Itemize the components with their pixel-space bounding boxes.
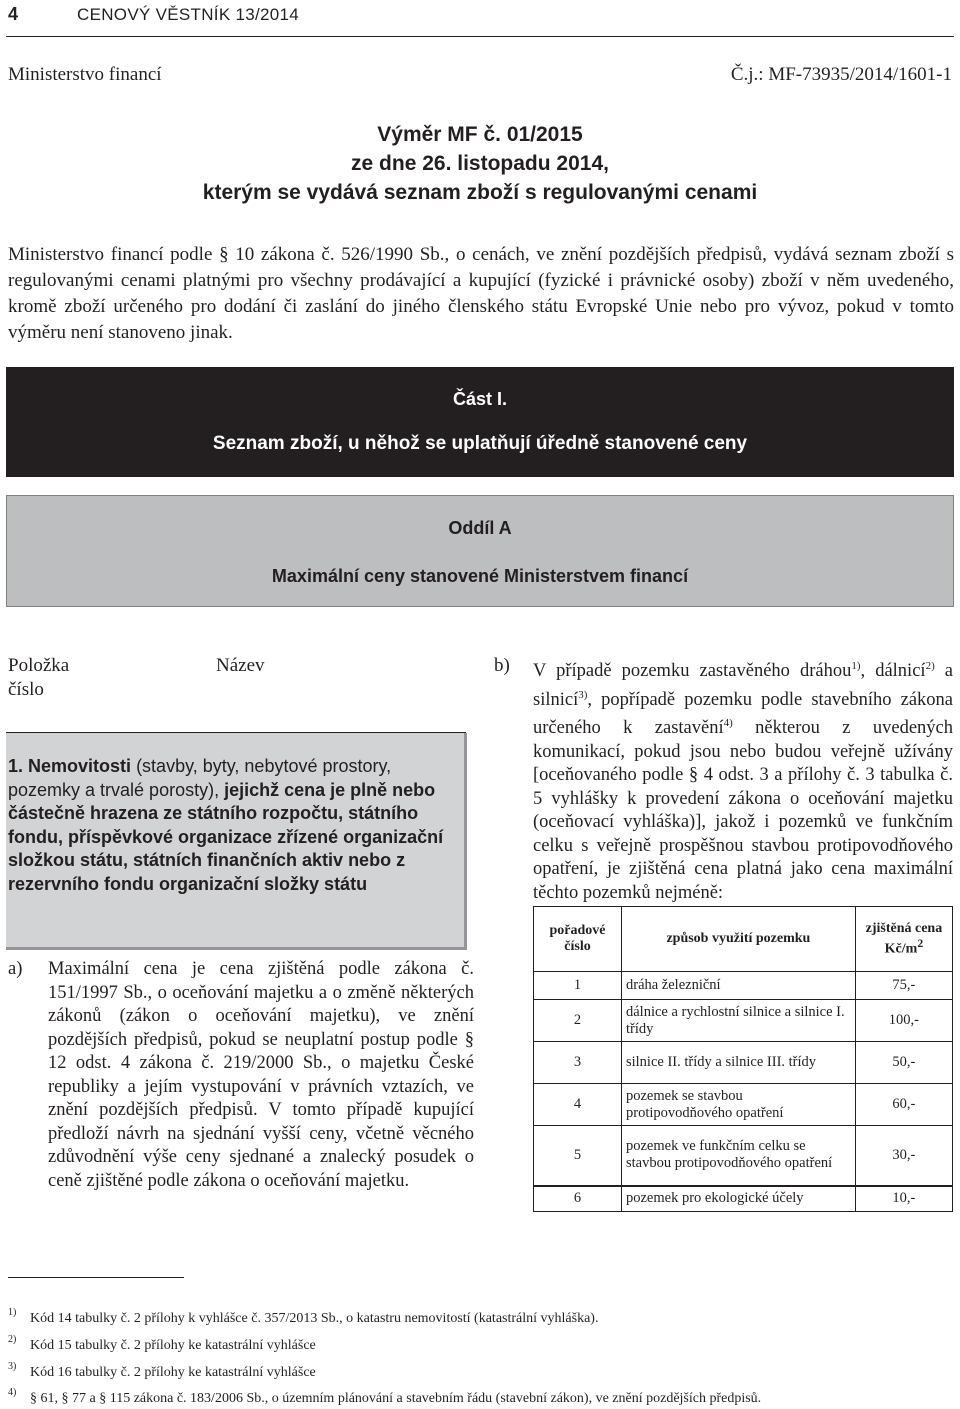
header-order-number: pořadové číslo — [534, 907, 622, 972]
table-row — [534, 1042, 953, 1084]
paragraph-b-text-1: V případě pozemku zastavěného dráhou — [533, 661, 852, 682]
row-price: 50,- — [855, 1042, 952, 1084]
row-price: 75,- — [855, 972, 952, 1000]
row-number: 4 — [534, 1084, 622, 1126]
table-row — [534, 1126, 953, 1186]
title-line-2: ze dne 26. listopadu 2014, — [351, 152, 609, 175]
paragraph-a-text: Maximální cena je cena zjištěná podle zákona č. 151/1997 Sb., o oceňování majetku a o změně některých zákonů (zákon o oceňování majetku), ve znění pozdějších předpisů, pokud se neuplatní postup podle § 12 odst. 4 zákona č. 219/2000 Sb., o majetku České republiky a jejím vystupování v právních vztazích, ve znění pozdějších předpisů. V tomto případě kupující předloží návrh na sjednání vyšší ceny, včetně věcného zdůvodnění výše ceny sjednané a znalecký posudek o ceně zjištěné podle zákona o oceňování majetku. — [48, 959, 474, 1191]
row-number: 3 — [534, 1042, 622, 1084]
header-price-unit: Kč/m — [884, 941, 918, 957]
header-land-use: způsob využití pozemku — [621, 907, 855, 972]
title-line-1: Výměr MF č. 01/2015 — [377, 123, 583, 146]
header-rule — [6, 36, 954, 37]
row-number: 6 — [534, 1186, 622, 1212]
footnote-number: 1) — [8, 1307, 17, 1318]
column-header-item: Položka — [8, 655, 70, 676]
footnote-text: Kód 14 tabulky č. 2 přílohy k vyhlášce č. 357/2013 Sb., o katastru nemovitostí (katastrální vyhláška). — [30, 1311, 599, 1326]
item-1-title: Nemovitosti — [28, 756, 132, 776]
table-row — [534, 1084, 953, 1126]
row-land-use: pozemek ve funkčním celku se stavbou protipovodňového opatření — [621, 1126, 855, 1186]
journal-title: CENOVÝ VĚSTNÍK 13/2014 — [77, 5, 300, 24]
section-banner — [6, 495, 954, 607]
item-1-condition: jejichž cena je plně nebo částečně hrazena ze státního rozpočtu, státního fondu, příspěvkové organizace zřízené organizační složkou státu, státních finančních aktiv nebo z rezervního fondu organizační složky státu — [8, 779, 444, 894]
paragraph-b-text-4: , popřípadě pozemku podle stavebního zákona určeného k zastavění — [533, 689, 953, 739]
row-number: 1 — [534, 972, 622, 1000]
part-title: Seznam zboží, u něhož se uplatňují úředně stanovené ceny — [212, 433, 748, 454]
intro-paragraph: Ministerstvo financí podle § 10 zákona č. 526/1990 Sb., o cenách, ve znění pozdějších předpisů, vydává seznam zboží s regulovanými cenami platnými pro všechny prodávající a kupující (fyzické i právnické osoby) zboží v něm uvedeného, kromě zboží určeného pro dodání či zaslání do jiného členského státu Evropské Unie nebo pro vývoz, pokud v tomto výměru není stanoveno jinak. — [8, 244, 954, 343]
part-label: Část I. — [452, 389, 508, 409]
header-price-label: zjištěná cena — [865, 920, 943, 936]
price-table — [533, 906, 953, 1212]
footnote-text: § 61, § 77 a § 115 zákona č. 183/2006 Sb., o územním plánování a stavebním řádu (stavební zákon), ve znění pozdějších předpisů. — [30, 1391, 762, 1406]
document-title — [0, 120, 960, 207]
paragraph-a-label: a) — [8, 959, 23, 979]
page-number: 4 — [8, 4, 19, 24]
issuing-ministry: Ministerstvo financí — [8, 64, 162, 85]
footnote-ref-1: 1) — [851, 660, 861, 672]
footnote-ref-4: 4) — [723, 717, 733, 730]
table-row — [534, 1000, 953, 1042]
section-label: Oddíl A — [448, 518, 512, 538]
footnote-ref-2: 2) — [925, 660, 935, 672]
row-land-use: dráha železniční — [621, 972, 855, 1000]
row-land-use: silnice II. třídy a silnice III. třídy — [621, 1042, 855, 1084]
footnote-text: Kód 15 tabulky č. 2 přílohy ke katastrální vyhlášce — [30, 1338, 316, 1353]
row-number: 5 — [534, 1126, 622, 1186]
footnote-number: 3) — [8, 1361, 17, 1372]
paragraph-b-text-5: některou z uvedených komunikací, pokud jsou nebo budou veřejně užívány [oceňovaného podle § 4 odst. 3 a přílohy č. 3 tabulka č. 5 vyhlášky k provedení zákona o oceňování majetku (oceňovací vyhláška)], jakož i pozemků ve funkčním celku s veřejně prospěšnou stavbou protipovodňového opatření, je zjištěná cena platná jako cena maximální těchto pozemků nejméně: — [533, 718, 953, 903]
paragraph-b-label: b) — [494, 655, 510, 676]
row-price: 60,- — [855, 1084, 952, 1126]
part-banner — [6, 367, 954, 477]
column-header-number: číslo — [8, 679, 44, 700]
paragraph-b-text-3: a silnicí — [533, 661, 954, 710]
row-number: 2 — [534, 1000, 622, 1042]
paragraph-b-text — [533, 655, 953, 905]
footnote-text: Kód 16 tabulky č. 2 přílohy ke katastrální vyhlášce — [30, 1365, 316, 1380]
footnote-number: 4) — [8, 1387, 17, 1398]
header-price-unit-exp: 2 — [917, 936, 924, 950]
section-title: Maximální ceny stanovené Ministerstvem financí — [271, 566, 689, 586]
item-1-scope: (stavby, byty, nebytové prostory, pozemky a trvalé porosty), — [8, 756, 392, 800]
paragraph-b-text-2: , dálnicí — [860, 661, 926, 682]
row-price: 30,- — [855, 1126, 952, 1186]
title-line-3: kterým se vydává seznam zboží s regulovanými cenami — [202, 181, 758, 204]
header-price — [855, 907, 952, 972]
reference-number: Č.j.: MF-73935/2014/1601-1 — [730, 64, 952, 85]
row-land-use: dálnice a rychlostní silnice a silnice I. třídy — [621, 1000, 855, 1042]
row-land-use: pozemek pro ekologické účely — [621, 1186, 855, 1212]
footnote-rule — [8, 1277, 184, 1278]
column-header-name: Název — [216, 655, 265, 676]
row-price: 10,- — [855, 1186, 952, 1212]
table-row — [534, 972, 953, 1000]
footnote-number: 2) — [8, 1334, 17, 1345]
item-1 — [8, 755, 453, 896]
table-row — [534, 1186, 953, 1212]
row-land-use: pozemek se stavbou protipovodňového opatření — [621, 1084, 855, 1126]
row-price: 100,- — [855, 1000, 952, 1042]
page-header — [0, 0, 960, 40]
footnote-ref-3: 3) — [578, 688, 588, 701]
item-1-number: 1. — [8, 756, 24, 776]
